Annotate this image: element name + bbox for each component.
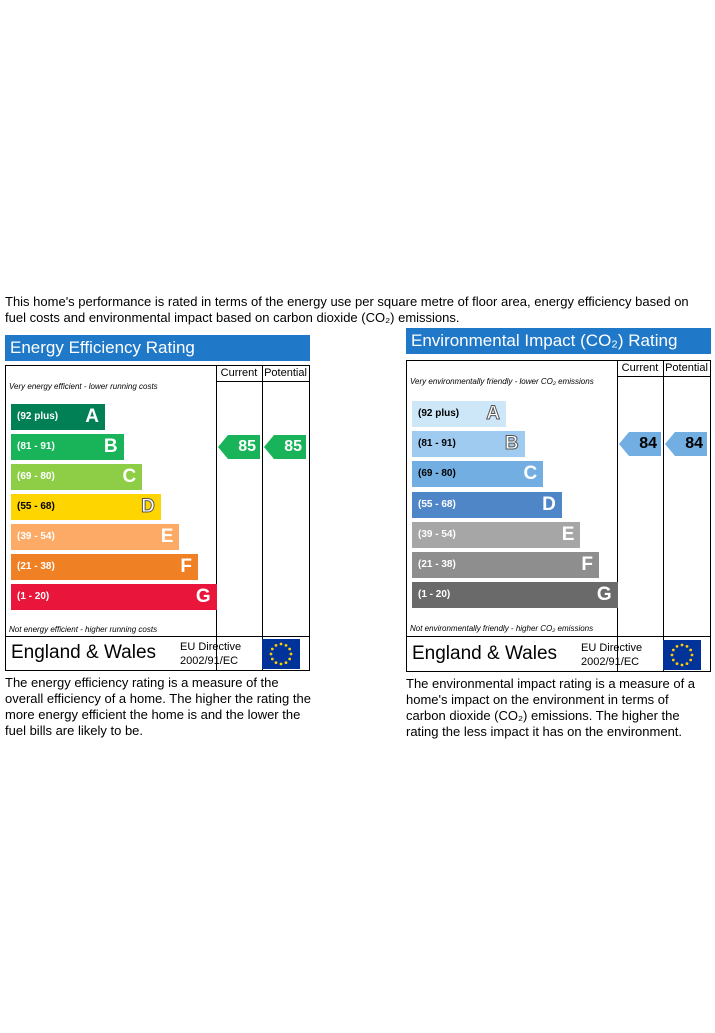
top-caption: Very energy efficient - lower running costs <box>9 382 158 391</box>
rating-band-a <box>412 401 506 427</box>
footer-region: England & Wales <box>412 643 558 664</box>
rating-band-g <box>412 582 618 608</box>
energy-efficiency-panel <box>5 335 311 738</box>
current-rating-value: 84 <box>639 435 657 453</box>
rating-band-b <box>412 431 525 457</box>
band-range-label: (81 - 91) <box>418 438 456 450</box>
band-letter: D <box>141 496 155 517</box>
footer-directive <box>180 640 241 668</box>
band-letter: D <box>542 493 556 515</box>
eu-flag-icon <box>663 640 701 670</box>
top-caption: Very environmentally friendly - lower CO₂ emissions <box>410 377 594 386</box>
footer-directive <box>581 641 642 669</box>
band-range-label: (92 plus) <box>17 411 59 422</box>
band-letter: A <box>85 406 99 427</box>
band-range-label: (81 - 91) <box>17 441 55 452</box>
band-letter: E <box>160 526 174 547</box>
band-range-label: (1 - 20) <box>418 589 451 601</box>
energy-description: The energy efficiency rating is a measure of the overall efficiency of a home. The higher the rating the more energy efficient the home is and the lower the fuel bills are likely to be. <box>5 675 311 738</box>
current-column-header: Current <box>621 362 659 374</box>
rating-band-f <box>412 552 599 578</box>
band-range-label: (21 - 38) <box>418 559 456 570</box>
bottom-caption: Not environmentally friendly - higher CO₂ emissions <box>410 624 594 633</box>
band-letter: F <box>581 554 593 575</box>
energy-efficiency-chart <box>5 365 310 671</box>
potential-column-header: Potential <box>665 362 708 374</box>
band-letter: E <box>561 523 575 545</box>
band-letter: C <box>122 466 137 487</box>
rating-band-e <box>412 522 580 548</box>
rating-band-f <box>11 554 198 580</box>
environmental-impact-chart <box>406 360 711 672</box>
current-column-header: Current <box>220 367 258 379</box>
band-range-label: (69 - 80) <box>418 468 456 480</box>
bottom-caption: Not energy efficient - higher running costs <box>9 625 158 634</box>
current-rating-value: 85 <box>238 438 256 455</box>
current-rating-indicator <box>619 432 661 456</box>
potential-rating-indicator <box>665 432 707 456</box>
footer-region: England & Wales <box>11 642 157 663</box>
energy-efficiency-title: Energy Efficiency Rating <box>5 335 310 361</box>
band-letter: G <box>596 584 612 606</box>
rating-band-e <box>11 524 179 550</box>
directive-line-1: EU Directive <box>180 641 242 653</box>
band-range-label: (21 - 38) <box>17 561 55 572</box>
potential-column-header: Potential <box>264 367 307 379</box>
band-range-label: (92 plus) <box>418 408 460 419</box>
intro-text: This home's performance is rated in terms of the energy use per square metre of floor area, energy efficiency based on fuel costs and environmental impact based on carbon dioxide (CO₂) emissions. <box>5 294 689 325</box>
band-range-label: (1 - 20) <box>17 591 50 602</box>
directive-line-1: EU Directive <box>581 642 643 654</box>
rating-band-g <box>11 584 217 610</box>
eu-flag-icon <box>262 639 300 669</box>
environmental-impact-title: Environmental Impact (CO₂) Rating <box>406 328 711 354</box>
band-letter: B <box>504 433 519 455</box>
environmental-description: The environmental impact rating is a measure of a home's impact on the environment in terms of carbon dioxide (CO₂) emissions. The higher the rating the less impact it has on the environment. <box>406 676 696 739</box>
rating-band-c <box>11 464 142 490</box>
potential-rating-indicator <box>264 435 306 459</box>
current-rating-indicator <box>218 435 260 459</box>
band-letter: G <box>195 586 211 607</box>
band-range-label: (39 - 54) <box>17 531 55 542</box>
band-letter: A <box>486 403 500 424</box>
band-letter: F <box>180 556 192 577</box>
band-letter: C <box>523 463 538 485</box>
rating-band-b <box>11 434 124 460</box>
band-range-label: (55 - 68) <box>17 501 55 512</box>
band-range-label: (39 - 54) <box>418 528 456 540</box>
band-letter: B <box>103 436 118 457</box>
rating-band-c <box>412 461 543 487</box>
potential-rating-value: 85 <box>284 438 302 455</box>
environmental-impact-panel <box>406 328 711 748</box>
rating-band-a <box>11 404 105 430</box>
band-range-label: (69 - 80) <box>17 471 55 482</box>
directive-line-2: 2002/91/EC <box>180 655 239 667</box>
potential-rating-value: 84 <box>685 435 703 453</box>
band-range-label: (55 - 68) <box>418 498 456 510</box>
rating-band-d <box>412 492 562 518</box>
rating-band-d <box>11 494 161 520</box>
directive-line-2: 2002/91/EC <box>581 656 640 668</box>
